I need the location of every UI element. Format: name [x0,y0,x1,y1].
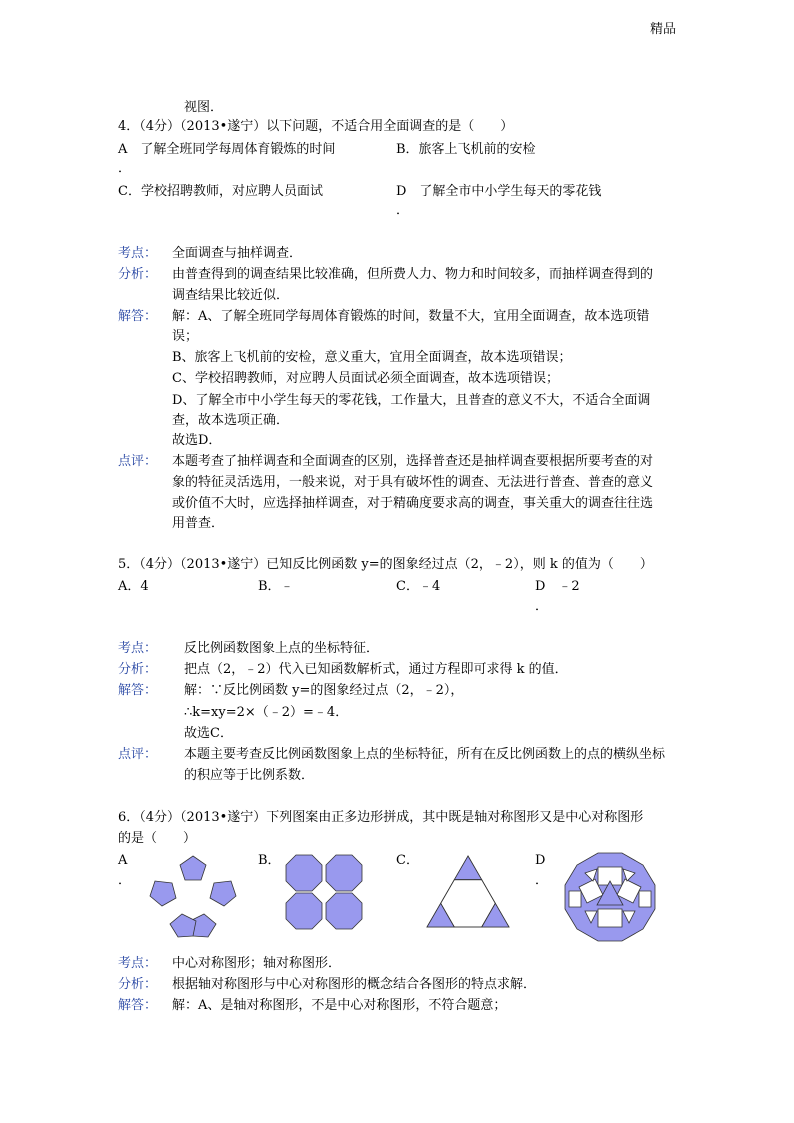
figure-b-octagons [285,854,363,930]
q6-option-d-dot: ． [535,873,549,888]
q4-jieda-line: 解：A、了解全班同学每周体育锻炼的时间，数量不大，宜用全面调查，故本选项错 [172,309,650,324]
q4-option-d: D 了解全市中小学生每天的零花钱 [396,184,602,199]
q6-option-c: C． [396,853,419,868]
q5-fenxi-line: 把点（2，﹣2）代入已知函数解析式，通过方程即可求得 k 的值． [184,662,568,677]
q4-option-b: B．旅客上飞机前的安检 [396,142,536,157]
q5-dianping-line: 的积应等于比例系数． [184,768,315,783]
q5-dianping-line: 本题主要考查反比例函数图象上点的坐标特征，所有在反比例函数上的点的横纵坐标 [184,747,666,762]
q6-jieda-line: 解：A、是轴对称图形，不是中心对称图形，不符合题意； [172,998,507,1013]
q5-option-c: C．﹣4 [396,579,441,594]
q6-option-a-dot: ． [118,873,132,888]
q5-option-d: D ﹣2 [535,579,580,594]
q5-kaodian: 反比例函数图象上点的坐标特征． [184,641,380,656]
prev-question-tail: 视图． [184,100,224,115]
q4-fenxi-line: 调查结果比较近似． [172,288,290,303]
q4-jieda-line: 查，故本选项正确． [172,413,290,428]
q6-stem-line: 的是（ ） [118,831,197,846]
q5-jieda-line: ∴k=xy=2×（﹣2）=﹣4． [184,705,349,720]
q6-kaodian: 中心对称图形；轴对称图形． [172,956,342,971]
q4-jieda-line: D、了解全市中小学生每天的零花钱，工作量大，且普查的意义不大，不适合全面调 [172,393,651,408]
q5-dianping-label: 点评： [118,747,158,762]
figure-c-triangle [426,855,510,929]
figure-a-pentagons [148,854,238,938]
header-brand: 精品 [650,22,677,37]
q4-jieda-line: 故选D． [172,433,222,448]
q5-stem: 5．（4分）（2013•遂宁）已知反比例函数 y=的图象经过点（2，﹣2），则 k 的值为（ ） [118,557,653,572]
q4-fenxi-line: 由普查得到的调查结果比较准确，但所费人力、物力和时间较多，而抽样调查得到的 [172,267,654,282]
q5-option-a: A．4 [118,579,149,594]
q6-option-b: B． [258,853,281,868]
q5-jieda-label: 解答： [118,683,158,698]
q4-option-c: C．学校招聘教师，对应聘人员面试 [118,184,323,199]
q6-option-a: A [118,853,128,868]
q5-jieda-line: 解：∵反比例函数 y=的图象经过点（2，﹣2）， [184,683,464,698]
q4-kaodian: 全面调查与抽样调查． [172,246,303,261]
q6-kaodian-label: 考点： [118,956,158,971]
q5-option-b: B．﹣ [258,579,294,594]
q4-option-a-dot: ． [118,161,132,176]
q4-jieda-line: 误； [172,329,199,344]
q4-dianping-label: 点评： [118,454,158,469]
q5-option-d-dot: ． [535,599,549,614]
q4-stem: 4．（4分）（2013•遂宁）以下问题，不适合用全面调查的是（ ） [118,119,514,134]
q6-stem-line: 6．（4分）（2013•遂宁）下列图案由正多边形拼成，其中既是轴对称图形又是中心对称图形 [118,810,644,825]
q5-kaodian-label: 考点： [118,641,158,656]
q5-fenxi-label: 分析： [118,662,158,677]
q6-fenxi-label: 分析： [118,977,158,992]
figure-d-dodecagon [563,851,657,943]
q4-dianping-line: 用普查． [172,516,225,531]
q6-option-d: D [535,853,546,868]
q4-option-a: A 了解全班同学每周体育锻炼的时间 [118,142,336,157]
q4-fenxi-label: 分析： [118,267,158,282]
q4-jieda-label: 解答： [118,309,158,324]
q5-jieda-line: 故选C． [184,726,233,741]
q4-jieda-line: B、旅客上飞机前的安检，意义重大，宜用全面调查，故本选项错误； [172,350,572,365]
q4-dianping-line: 象的特征灵活选用，一般来说，对于具有破坏性的调查、无法进行普查、普查的意义 [172,475,654,490]
q4-dianping-line: 或价值不大时，应选择抽样调查，对于精确度要求高的调查，事关重大的调查往往选 [172,496,654,511]
q6-jieda-label: 解答： [118,998,158,1013]
q6-fenxi-line: 根据轴对称图形与中心对称图形的概念结合各图形的特点求解． [172,977,537,992]
q4-jieda-line: C、学校招聘教师，对应聘人员面试必须全面调查，故本选项错误； [172,371,559,386]
q4-kaodian-label: 考点： [118,246,158,261]
q4-dianping-line: 本题考查了抽样调查和全面调查的区别，选择普查还是抽样调查要根据所要考查的对 [172,454,654,469]
q4-option-d-dot: ． [396,203,410,218]
